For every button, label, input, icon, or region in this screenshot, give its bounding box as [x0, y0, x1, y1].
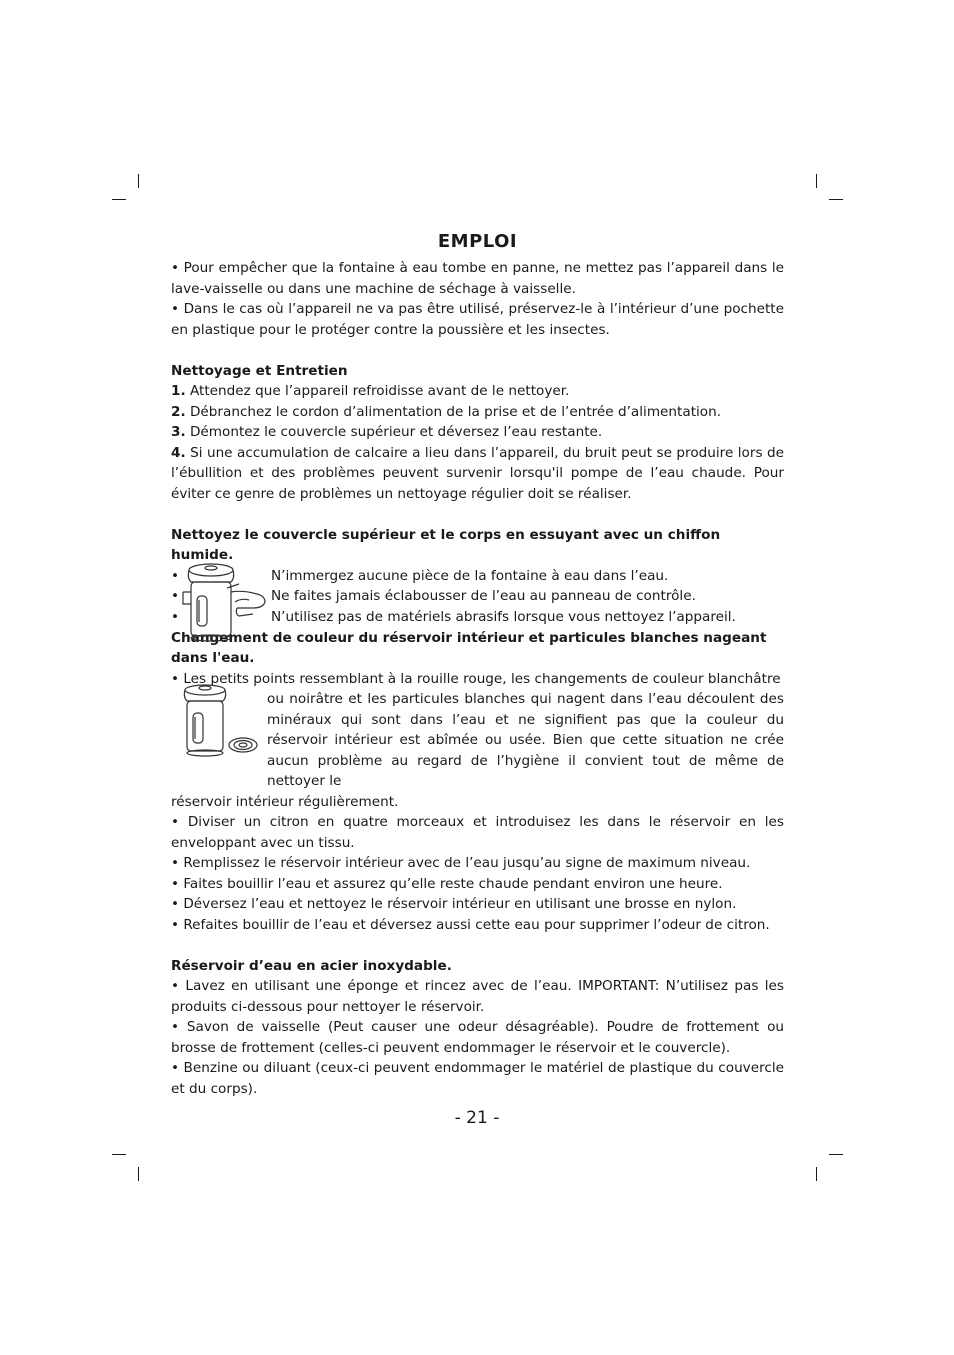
- reservoir-item: • Savon de vaisselle (Peut causer une odeur désagréable). Poudre de frottement ou brosse de frottement (celles-ci peuvent endommager le réservoir et le couvercle).: [171, 1019, 784, 1056]
- intro-paragraph: • Pour empêcher que la fontaine à eau tombe en panne, ne mettez pas l’appareil dans le lave-vaisselle ou dans une machine de séchage à vaisselle.: [171, 260, 784, 297]
- lemon-step: • Refaites bouillir de l’eau et déversez aussi cette eau pour supprimer l’odeur de citron.: [171, 916, 770, 933]
- bullet: •: [171, 608, 180, 625]
- section-heading-reservoir: Réservoir d’eau en acier inoxydable.: [171, 957, 452, 974]
- dispenser-illustration: [177, 683, 263, 759]
- bullet: •: [171, 588, 180, 604]
- page-content: [171, 230, 784, 1099]
- wiping-instructions: [171, 566, 784, 628]
- crop-mark: [829, 1154, 843, 1155]
- reservoir-item: • Benzine ou diluant (ceux-ci peuvent endommager le matériel de plastique du couvercle et du corps).: [171, 1060, 784, 1097]
- step-text: Démontez le couvercle supérieur et déversez l’eau restante.: [185, 424, 603, 440]
- wiping-item: N’immergez aucune pièce de la fontaine à eau dans l’eau.: [271, 567, 669, 584]
- section-heading-nettoyage: Nettoyage et Entretien: [171, 362, 348, 379]
- step-text: Attendez que l’appareil refroidisse avant de le nettoyer.: [185, 383, 570, 399]
- lemon-step: • Diviser un citron en quatre morceaux et introduisez les dans le réservoir en les enveloppant avec un tissu.: [171, 814, 784, 851]
- step-text: Débranchez le cordon d’alimentation de la prise et de l’entrée d’alimentation.: [185, 403, 722, 420]
- crop-mark: [816, 1167, 817, 1181]
- step-item: [171, 443, 784, 505]
- step-item: [171, 422, 784, 443]
- reservoir-item: • Lavez en utilisant une éponge et rincez avec de l’eau. IMPORTANT: N’utilisez pas les produits ci-dessous pour nettoyer le réservoir.: [171, 978, 784, 1015]
- crop-mark: [112, 199, 126, 200]
- stain-indented-text: ou noirâtre et les particules blanches qui nagent dans l’eau découlent des minéraux qui sont dans l’eau et ne signifient pas que la couleur du réservoir intérieur est abîmée ou usée. Bien que cette situation ne crée aucun problème au regard de l’hygiène il convient tout de même de nettoyer le: [267, 691, 784, 789]
- section-heading-couvercle: Nettoyez le couvercle supérieur et le corps en essuyant avec un chiffon humide.: [171, 526, 721, 563]
- step-number: 3.: [171, 424, 186, 440]
- stain-last-line: réservoir intérieur régulièrement.: [171, 793, 399, 810]
- page-number: - 21 -: [454, 1108, 500, 1128]
- crop-mark: [816, 174, 817, 188]
- step-number: 1.: [171, 383, 186, 399]
- step-item: [171, 381, 784, 402]
- step-item: [171, 402, 784, 423]
- lemon-step: • Faites bouillir l’eau et assurez qu’elle reste chaude pendant environ une heure.: [171, 875, 723, 892]
- crop-mark: [829, 199, 843, 200]
- stain-first-line: • Les petits points ressemblant à la rouille rouge, les changements de couleur blanchâtre: [171, 670, 781, 687]
- step-text: Si une accumulation de calcaire a lieu dans l’appareil, du bruit peut se produire lors de l’ébullition et des problèmes peuvent survenir lorsqu'il pompe de l’eau chaude. Pour éviter ce genre de problèmes un nettoyage régulier doit se réaliser.: [171, 444, 784, 502]
- wiping-dispenser-illustration: [177, 562, 269, 642]
- stain-explanation: [171, 669, 784, 813]
- page-title: EMPLOI: [437, 231, 518, 252]
- intro-paragraph: • Dans le cas où l’appareil ne va pas être utilisé, préservez-le à l’intérieur d’une pochette en plastique pour le protéger contre la poussière et les insectes.: [171, 301, 784, 338]
- crop-mark: [138, 174, 139, 188]
- wiping-item: N’utilisez pas de matériels abrasifs lorsque vous nettoyez l’appareil.: [271, 608, 736, 625]
- step-number: 2.: [171, 403, 186, 420]
- step-number: 4.: [171, 444, 186, 461]
- wiping-item: Ne faites jamais éclabousser de l’eau au panneau de contrôle.: [271, 588, 696, 604]
- crop-mark: [138, 1167, 139, 1181]
- lemon-step: • Déversez l’eau et nettoyez le réservoir intérieur en utilisant une brosse en nylon.: [171, 896, 737, 912]
- section-heading-changement: Changement de couleur du réservoir intérieur et particules blanches nageant dans l'eau.: [171, 629, 767, 666]
- lemon-step: • Remplissez le réservoir intérieur avec de l’eau jusqu’au signe de maximum niveau.: [171, 855, 751, 871]
- crop-mark: [112, 1154, 126, 1155]
- bullet: •: [171, 567, 180, 584]
